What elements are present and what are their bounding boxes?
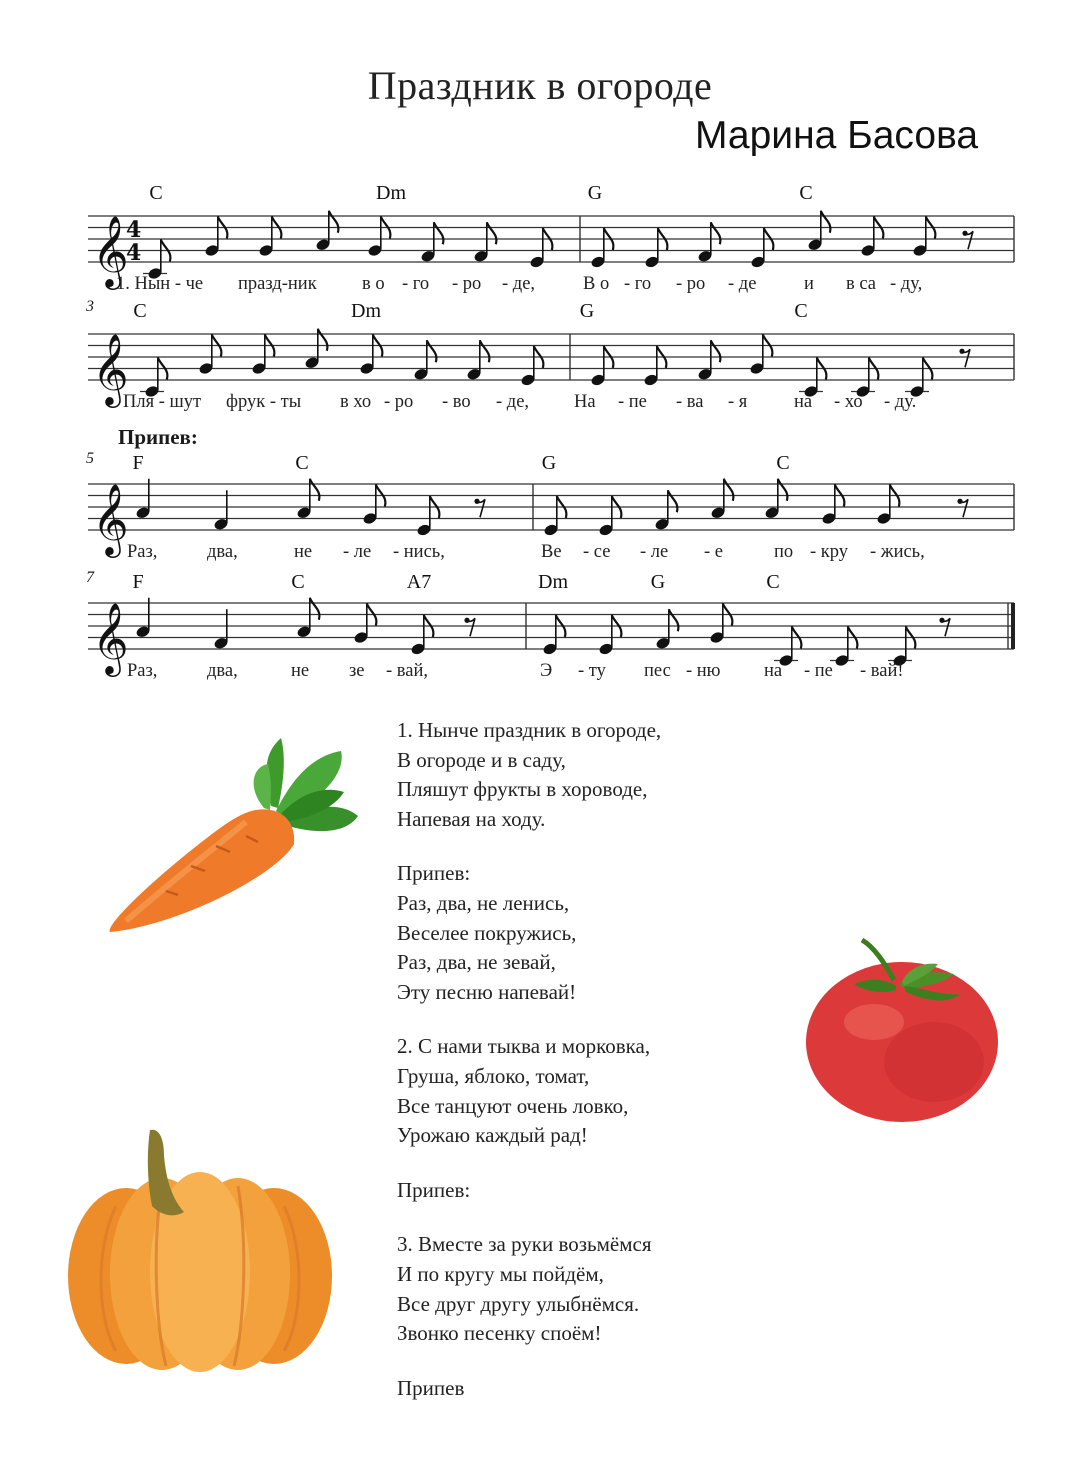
lyric-syllable: фрук - ты — [226, 392, 302, 412]
eighth-note — [709, 604, 732, 645]
lyric-syllable: - е — [704, 542, 723, 562]
eighth-note — [655, 609, 678, 650]
eighth-note — [860, 217, 883, 258]
eighth-note — [413, 340, 436, 381]
chord: C — [295, 452, 309, 474]
lyric-syllable: - вай, — [386, 661, 429, 681]
lyric-syllable: В о — [583, 274, 610, 294]
lyric-syllable: - ва — [676, 392, 704, 412]
quarter-note — [213, 490, 229, 531]
eighth-note — [697, 222, 720, 263]
eighth-note — [821, 485, 844, 526]
eighth-rest-icon — [939, 618, 950, 637]
treble-clef-icon: 𝄞 — [92, 601, 129, 674]
lyric-syllable: На — [574, 392, 596, 412]
final-bar-thick — [1011, 603, 1015, 649]
lyric-syllable: - вай! — [860, 661, 904, 681]
measure-number: 3 — [86, 298, 94, 315]
eighth-note — [296, 479, 319, 520]
carrot-image — [96, 726, 366, 941]
lyric-syllable: не — [291, 661, 310, 681]
lyric-syllable: по — [774, 542, 794, 562]
author-name: Марина Басова — [695, 114, 979, 157]
eighth-rest-icon — [464, 618, 475, 637]
lyric-syllable: - нись, — [393, 542, 445, 562]
lyric-syllable: Раз, — [127, 661, 158, 681]
verse-line: Эту песню напевай! — [397, 979, 577, 1004]
eighth-note — [520, 346, 543, 387]
verse-line: Припев: — [397, 1177, 471, 1202]
chord: C — [766, 571, 780, 593]
song-title: Праздник в огороде — [367, 63, 713, 108]
chord: C — [149, 182, 163, 204]
measure-number: 5 — [86, 450, 94, 467]
chord: G — [579, 300, 595, 322]
verse-line: Урожаю каждый рад! — [397, 1123, 588, 1148]
lyric-syllable: на — [794, 392, 813, 412]
pumpkin-body — [68, 1172, 332, 1372]
eighth-rest-icon — [474, 499, 485, 518]
stanza-verse-1 — [397, 716, 661, 834]
eighth-note — [296, 598, 319, 639]
eighth-note — [598, 615, 621, 656]
eighth-rest-icon — [959, 349, 970, 368]
stanza-verse-3 — [397, 1230, 661, 1348]
eighth-rest-icon — [962, 231, 973, 250]
eighth-note — [416, 496, 439, 537]
eighth-note — [304, 329, 327, 370]
lyric-syllable: и — [804, 274, 814, 294]
verse-line: Припев — [397, 1375, 465, 1400]
verse-line: 1. Нынче праздник в огороде, — [397, 718, 662, 742]
lyric-syllable: в са — [846, 274, 877, 294]
stanza-verse-2 — [397, 1032, 661, 1150]
chord: C — [794, 300, 808, 322]
eighth-note — [204, 217, 227, 258]
lyric-syllable: - ле — [343, 542, 372, 562]
lyric-syllable: два, — [207, 661, 238, 681]
lyric-syllable: не — [294, 542, 313, 562]
eighth-note — [697, 340, 720, 381]
chord: C — [133, 300, 147, 322]
verse-line: Напевая на ходу. — [397, 806, 546, 831]
lyric-syllable: - го — [624, 274, 652, 294]
lyric-syllable: - кру — [810, 542, 849, 562]
verse-line: Груша, яблоко, томат, — [397, 1063, 590, 1088]
chord: C — [776, 452, 790, 474]
verse-line: 2. С нами тыква и морковка, — [397, 1034, 651, 1059]
eighth-note — [473, 222, 496, 263]
staff-system-4 — [0, 567, 1080, 697]
lyric-syllable: Э — [540, 661, 553, 681]
eighth-note — [644, 228, 667, 269]
eighth-note — [542, 615, 565, 656]
chord: F — [132, 571, 144, 593]
lyric-syllable: - де, — [496, 392, 530, 412]
lyric-syllable: - ле — [640, 542, 669, 562]
eighth-rest-icon — [957, 499, 968, 518]
chord: F — [132, 452, 144, 474]
lyric-syllable: - пе — [804, 661, 833, 681]
eighth-note — [367, 217, 390, 258]
verse-line: Все танцуют очень ловко, — [397, 1093, 629, 1118]
lyric-syllable: - ро — [384, 392, 414, 412]
lyric-syllable: - пе — [618, 392, 647, 412]
eighth-note — [654, 490, 677, 531]
eighth-note — [198, 335, 221, 376]
eighth-note — [410, 615, 433, 656]
eighth-note — [251, 335, 274, 376]
eighth-note — [590, 228, 613, 269]
staff-system-1 — [0, 180, 1080, 310]
lyric-syllable: празд-ник — [238, 274, 317, 294]
eighth-note — [750, 228, 773, 269]
eighth-note — [598, 496, 621, 537]
lyric-syllable: - ню — [686, 661, 721, 681]
eighth-note — [807, 211, 830, 252]
eighth-note — [876, 485, 899, 526]
eighth-note — [912, 217, 935, 258]
eighth-note — [764, 479, 787, 520]
lyric-syllable: - я — [728, 392, 748, 412]
staff-system-3 — [0, 448, 1080, 578]
verse-line: И по кругу мы пойдём, — [397, 1261, 604, 1286]
verse-line: Звонко песенку споём! — [397, 1321, 602, 1346]
stanza-chorus — [397, 859, 661, 1007]
lyric-syllable: пес — [644, 661, 671, 681]
quarter-note — [135, 479, 151, 520]
chord: C — [291, 571, 305, 593]
chord: Dm — [351, 300, 381, 322]
pumpkin-image — [66, 1126, 334, 1374]
eighth-note — [258, 217, 281, 258]
chord: A7 — [406, 571, 432, 593]
lyric-syllable: - де — [728, 274, 757, 294]
lyric-syllable: в о — [362, 274, 385, 294]
lyric-syllable: - ро — [452, 274, 482, 294]
chord: C — [799, 182, 813, 204]
verse-line: Пляшут фрукты в хороводе, — [397, 777, 648, 802]
time-signature-top: 4 — [126, 217, 142, 243]
lyric-syllable: - ро — [676, 274, 706, 294]
quarter-note — [213, 609, 229, 650]
chord: Dm — [376, 182, 406, 204]
quarter-note — [135, 598, 151, 639]
lyric-syllable: - жись, — [870, 542, 925, 562]
verse-line: Раз, два, не зевай, — [397, 950, 556, 975]
lyric-syllable: - се — [583, 542, 611, 562]
tomato-image — [804, 932, 1004, 1127]
lyric-syllable: в хо — [340, 392, 372, 412]
chord: G — [587, 182, 603, 204]
lyric-syllable: Ве — [541, 542, 562, 562]
eighth-note — [643, 346, 666, 387]
lyric-syllable: Раз, — [127, 542, 158, 562]
eighth-note — [315, 211, 338, 252]
chord: G — [541, 452, 557, 474]
lyric-syllable: - хо — [834, 392, 863, 412]
eighth-note — [359, 335, 382, 376]
stanza-chorus-ref-final — [397, 1374, 661, 1404]
treble-clef-icon: 𝄞 — [92, 482, 129, 555]
eighth-note — [466, 340, 489, 381]
eighth-note — [543, 496, 566, 537]
verse-line: Все друг другу улыбнёмся. — [397, 1291, 640, 1316]
chord: Dm — [538, 571, 568, 593]
verse-line: 3. Вместе за руки возьмёмся — [397, 1232, 652, 1257]
lyric-syllable: - го — [402, 274, 430, 294]
staff-lines — [88, 334, 1014, 380]
staff-system-2 — [0, 298, 1080, 428]
chorus-label: Припев: — [118, 425, 198, 449]
lyric-syllable: Пля - шут — [123, 392, 202, 412]
eighth-note — [590, 346, 613, 387]
verse-line: Припев: — [397, 861, 471, 886]
treble-clef-icon: 𝄞 — [92, 332, 129, 405]
verse-line: В огороде и в саду, — [397, 747, 566, 772]
lyric-syllable: - ту — [578, 661, 606, 681]
eighth-note — [529, 228, 552, 269]
lyric-syllable: зе — [349, 661, 365, 681]
eighth-note — [830, 627, 857, 668]
eighth-note — [710, 479, 733, 520]
song-verses — [397, 716, 661, 1428]
verse-line: Веселее покружись, — [397, 920, 577, 945]
lyric-syllable: - ду. — [884, 392, 917, 412]
chord: G — [650, 571, 666, 593]
eighth-note — [353, 604, 376, 645]
time-signature-bottom: 4 — [126, 240, 142, 266]
measure-number: 7 — [86, 569, 94, 586]
eighth-note — [420, 222, 443, 263]
lyric-syllable: на — [764, 661, 783, 681]
eighth-note — [749, 335, 772, 376]
stanza-chorus-ref — [397, 1176, 661, 1206]
lyric-syllable: - де, — [502, 274, 536, 294]
lyric-syllable: - ду, — [890, 274, 923, 294]
lyric-syllable: 1. Нын - че — [116, 274, 204, 294]
treble-clef-icon: 𝄞 — [92, 214, 129, 287]
verse-line: Раз, два, не ленись, — [397, 890, 570, 915]
lyric-syllable: - во — [442, 392, 471, 412]
eighth-note — [362, 485, 385, 526]
lyric-syllable: два, — [207, 542, 238, 562]
